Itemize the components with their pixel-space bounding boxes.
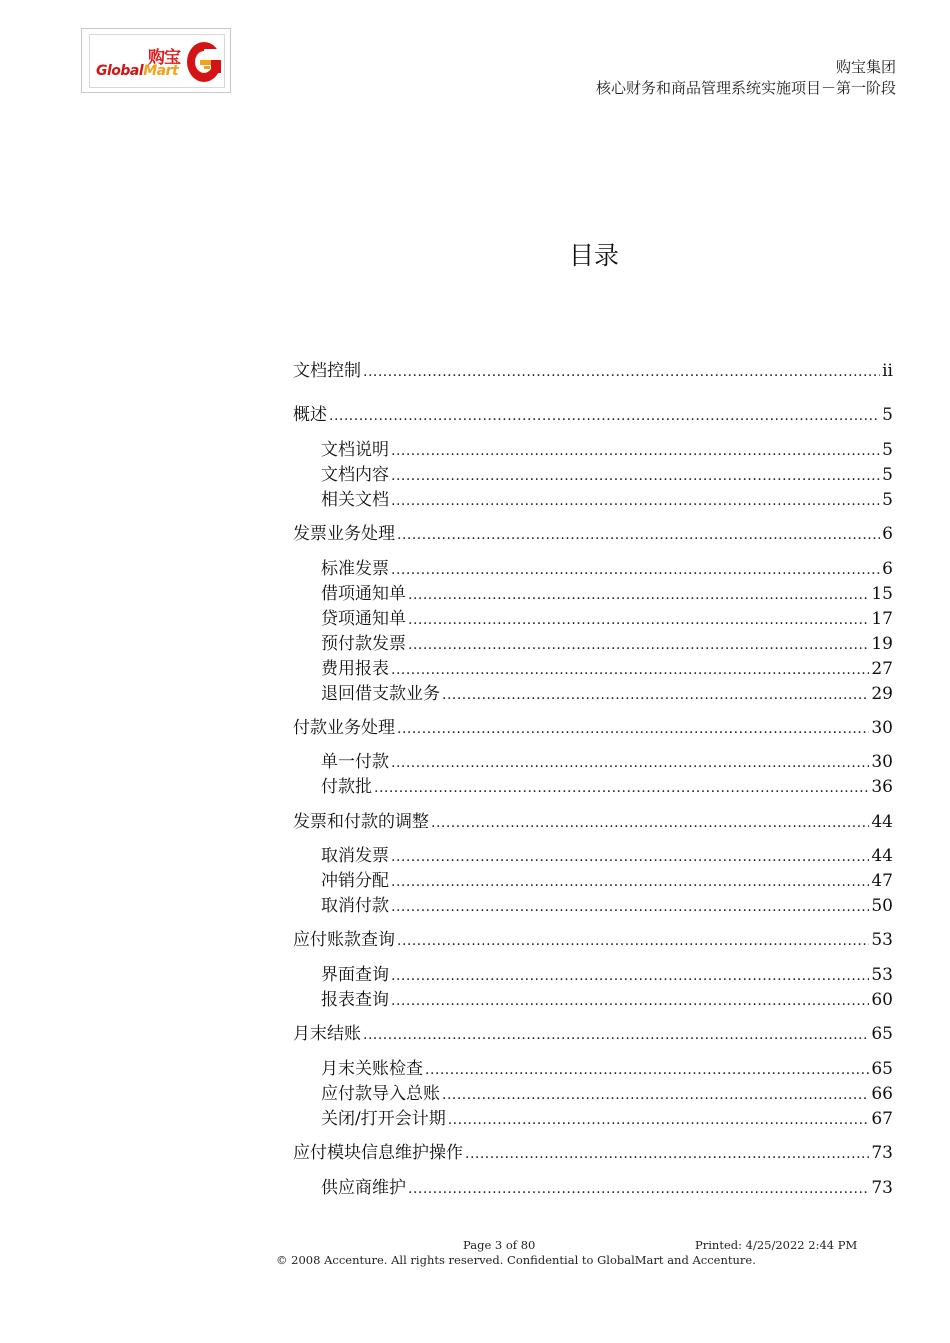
toc-leader-dots (391, 490, 880, 512)
toc-entry-page: 50 (871, 896, 893, 916)
toc-entry-page: 27 (871, 659, 893, 679)
toc-entry-label: 退回借支款业务 (321, 684, 440, 704)
toc-entry-label: 应付模块信息维护操作 (293, 1143, 463, 1163)
toc-entry-page: 36 (871, 777, 893, 797)
toc-subentry[interactable] (321, 489, 893, 512)
toc-subentry[interactable] (321, 439, 893, 462)
toc-leader-dots (391, 896, 869, 918)
toc-entry-label: 付款批 (321, 777, 372, 797)
toc-leader-dots (374, 777, 869, 799)
toc-subentry[interactable] (321, 776, 893, 799)
toc-subentry[interactable] (321, 583, 893, 606)
toc-entry-page: 47 (871, 871, 893, 891)
toc-entry-label: 关闭/打开会计期 (321, 1109, 446, 1129)
toc-entry-label: 月末结账 (293, 1024, 361, 1044)
toc-entry-label: 供应商维护 (321, 1178, 406, 1198)
toc-entry-page: 65 (871, 1059, 893, 1079)
toc-entry-page: 5 (882, 465, 893, 485)
toc-leader-dots (363, 1024, 869, 1046)
footer-printed-date: Printed: 4/25/2022 2:44 PM (695, 1238, 858, 1252)
toc-leader-dots (329, 405, 880, 427)
toc-subentry[interactable] (321, 683, 893, 706)
toc-entry-label: 报表查询 (321, 990, 389, 1010)
toc-entry-page: 19 (871, 634, 893, 654)
toc-entry-label: 借项通知单 (321, 584, 406, 604)
toc-entry-page: 5 (882, 440, 893, 460)
toc-leader-dots (465, 1143, 869, 1165)
toc-entry-page: 44 (871, 846, 893, 866)
toc-leader-dots (391, 871, 869, 893)
toc-entry[interactable] (293, 717, 893, 740)
toc-leader-dots (425, 1059, 869, 1081)
toc-subentry[interactable] (321, 1177, 893, 1200)
toc-entry-label: 付款业务处理 (293, 718, 395, 738)
toc-entry-page: 73 (871, 1178, 893, 1198)
toc-entry-label: 概述 (293, 405, 327, 425)
toc-subentry[interactable] (321, 845, 893, 868)
toc-subentry[interactable] (321, 870, 893, 893)
toc-entry-page: 66 (871, 1084, 893, 1104)
header-company-name: 购宝集团 (835, 58, 896, 76)
toc-entry-page: 5 (882, 405, 893, 425)
toc-entry-page: 6 (882, 559, 893, 579)
toc-entry-page: 65 (871, 1024, 893, 1044)
toc-subentry[interactable] (321, 751, 893, 774)
toc-leader-dots (391, 465, 880, 487)
toc-entry-page: 73 (871, 1143, 893, 1163)
logo-english-text (96, 63, 178, 79)
toc-leader-dots (408, 634, 869, 656)
toc-entry[interactable] (293, 404, 893, 427)
logo-global-text: Global (96, 63, 144, 79)
logo-g-emblem-icon (185, 40, 223, 84)
toc-entry[interactable] (293, 523, 893, 546)
toc-subentry[interactable] (321, 964, 893, 987)
toc-leader-dots (391, 559, 880, 581)
toc-entry-label: 发票业务处理 (293, 524, 395, 544)
toc-leader-dots (391, 846, 869, 868)
toc-entry-label: 文档控制 (293, 361, 361, 381)
toc-leader-dots (408, 609, 869, 631)
toc-leader-dots (408, 1178, 869, 1200)
toc-subentry[interactable] (321, 1108, 893, 1131)
toc-entry-label: 取消发票 (321, 846, 389, 866)
company-logo (81, 28, 231, 93)
logo-frame (89, 34, 225, 88)
toc-entry-label: 单一付款 (321, 752, 389, 772)
toc-subentry[interactable] (321, 895, 893, 918)
footer-copyright: © 2008 Accenture. All rights reserved. Confidential to GlobalMart and Accenture. (276, 1253, 756, 1267)
toc-leader-dots (448, 1109, 870, 1131)
logo-chinese-text: 购宝 (148, 48, 180, 68)
toc-leader-dots (391, 965, 869, 987)
toc-entry-label: 界面查询 (321, 965, 389, 985)
toc-entry-page: 60 (871, 990, 893, 1010)
toc-entry-label: 文档内容 (321, 465, 389, 485)
toc-entry-label: 费用报表 (321, 659, 389, 679)
toc-entry-label: 冲销分配 (321, 871, 389, 891)
toc-entry-label: 应付账款查询 (293, 930, 395, 950)
toc-leader-dots (397, 524, 880, 546)
footer-page-number: Page 3 of 80 (463, 1238, 536, 1252)
toc-entry-page: 53 (871, 930, 893, 950)
toc-entry-label: 贷项通知单 (321, 609, 406, 629)
toc-entry-label: 预付款发票 (321, 634, 406, 654)
toc-entry-page: 44 (871, 812, 893, 832)
toc-subentry[interactable] (321, 1083, 893, 1106)
toc-subentry[interactable] (321, 658, 893, 681)
toc-leader-dots (397, 930, 869, 952)
toc-entry[interactable] (293, 811, 893, 834)
toc-entry-label: 月末关账检查 (321, 1059, 423, 1079)
toc-entry[interactable] (293, 360, 893, 383)
toc-entry-label: 取消付款 (321, 896, 389, 916)
toc-leader-dots (442, 684, 869, 706)
toc-entry-page: 30 (871, 752, 893, 772)
toc-leader-dots (391, 990, 869, 1012)
toc-subentry[interactable] (321, 633, 893, 656)
toc-subentry[interactable] (321, 608, 893, 631)
toc-leader-dots (442, 1084, 869, 1106)
toc-entry-label: 相关文档 (321, 490, 389, 510)
toc-entry-page: 15 (871, 584, 893, 604)
toc-entry[interactable] (293, 1142, 893, 1165)
toc-leader-dots (391, 752, 869, 774)
toc-entry-label: 应付款导入总账 (321, 1084, 440, 1104)
toc-title: 目录 (568, 241, 619, 270)
toc-subentry[interactable] (321, 558, 893, 581)
toc-leader-dots (397, 718, 869, 740)
toc-entry-label: 发票和付款的调整 (293, 812, 429, 832)
toc-entry-page: 17 (871, 609, 893, 629)
toc-subentry[interactable] (321, 1058, 893, 1081)
toc-entry[interactable] (293, 929, 893, 952)
toc-entry-page: 30 (871, 718, 893, 738)
toc-entry-page: 29 (871, 684, 893, 704)
toc-entry-page: 53 (871, 965, 893, 985)
toc-subentry[interactable] (321, 464, 893, 487)
toc-subentry[interactable] (321, 989, 893, 1012)
toc-entry-page: 5 (882, 490, 893, 510)
toc-leader-dots (363, 361, 880, 383)
header-project-name: 核心财务和商品管理系统实施项目－第一阶段 (595, 79, 896, 97)
toc-entry-label: 标准发票 (321, 559, 389, 579)
logo-mart-text: Mart (143, 63, 179, 79)
toc-entry[interactable] (293, 1023, 893, 1046)
toc-leader-dots (391, 440, 880, 462)
toc-entry-page: ii (882, 361, 893, 381)
toc-entry-page: 67 (871, 1109, 893, 1129)
toc-leader-dots (408, 584, 869, 606)
toc-leader-dots (431, 812, 869, 834)
toc-entry-label: 文档说明 (321, 440, 389, 460)
toc-leader-dots (391, 659, 869, 681)
toc-entry-page: 6 (882, 524, 893, 544)
